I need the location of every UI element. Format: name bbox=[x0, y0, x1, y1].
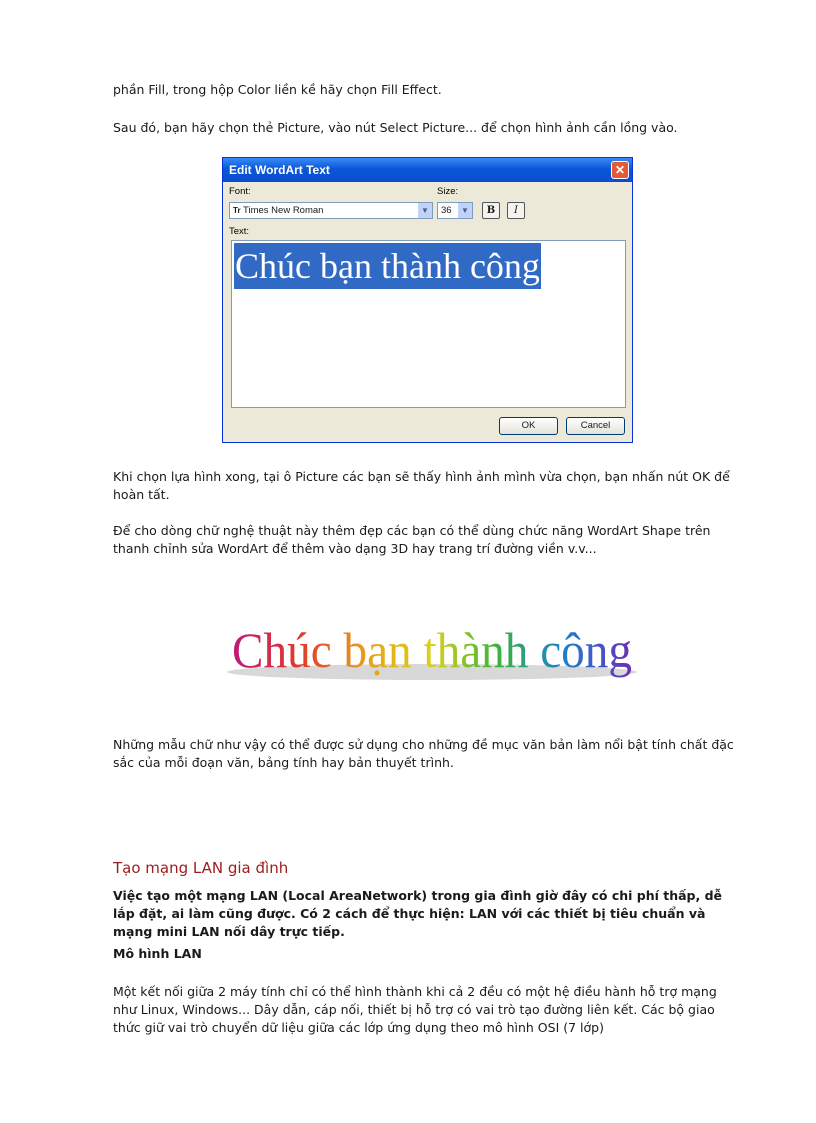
paragraph-fill: phần Fill, trong hộp Color liền kề hãy chọn Fill Effect. bbox=[113, 82, 442, 97]
chevron-down-icon: ▼ bbox=[418, 203, 432, 218]
ok-button[interactable]: OK bbox=[499, 417, 558, 435]
section-heading: Tạo mạng LAN gia đình bbox=[113, 859, 289, 877]
font-value: Times New Roman bbox=[243, 205, 324, 216]
paragraph-usage: Những mẫu chữ như vậy có thể được sử dụng cho những đề mục văn bản làm nổi bật tính chất đặc sắc của mỗi đoạn văn, bảng tính hay bản thuyết trình. bbox=[113, 737, 734, 770]
paragraph-picture: Sau đó, bạn hãy chọn thẻ Picture, vào nút Select Picture... để chọn hình ảnh cần lồng vào. bbox=[113, 120, 678, 135]
close-icon[interactable]: ✕ bbox=[611, 161, 629, 179]
size-select[interactable] bbox=[437, 202, 473, 219]
paragraph-lan-model: Một kết nối giữa 2 máy tính chỉ có thể hình thành khi cả 2 đều có một hệ điều hành hỗ trợ mạng như Linux, Windows... Dây dẫn, cáp nối, thiết bị hỗ trợ có vai trò tạo đường liên kết. Các bộ giao thức giữ vai trò chuyển dữ liệu giữa các lớp ứng dụng theo mô hình OSI (7 lớp) bbox=[113, 984, 717, 1035]
truetype-icon: Tr bbox=[233, 206, 241, 215]
dialog-title-bar bbox=[223, 158, 632, 182]
size-value: 36 bbox=[441, 205, 452, 216]
edit-wordart-dialog bbox=[222, 157, 633, 443]
selected-text: Chúc bạn thành công bbox=[234, 243, 541, 289]
paragraph-done: Khi chọn lựa hình xong, tại ô Picture các bạn sẽ thấy hình ảnh mình vừa chọn, bạn nhấn nút OK để hoàn tất. bbox=[113, 469, 730, 502]
text-label: Text: bbox=[229, 226, 250, 237]
wordart-text-area[interactable] bbox=[231, 240, 626, 408]
chevron-down-icon: ▼ bbox=[458, 203, 472, 218]
wordart-rainbow-image bbox=[222, 612, 642, 692]
bold-button[interactable]: B bbox=[482, 202, 500, 219]
subheading: Mô hình LAN bbox=[113, 946, 202, 961]
cancel-button[interactable]: Cancel bbox=[566, 417, 625, 435]
font-select[interactable] bbox=[229, 202, 433, 219]
dialog-title: Edit WordArt Text bbox=[229, 163, 330, 177]
wordart-text: Chúc bạn thành công bbox=[232, 622, 632, 678]
size-label: Size: bbox=[437, 186, 459, 197]
paragraph-wordart-shape: Để cho dòng chữ nghệ thuật này thêm đẹp các bạn có thể dùng chức năng WordArt Shape trên thanh chỉnh sửa WordArt để thêm vào dạng 3D hay trang trí đường viền v.v... bbox=[113, 523, 711, 556]
font-label: Font: bbox=[229, 186, 251, 197]
italic-button[interactable]: I bbox=[507, 202, 525, 219]
intro-paragraph: Việc tạo một mạng LAN (Local AreaNetwork) trong gia đình giờ đây có chi phí thấp, dễ lắp đặt, ai làm cũng được. Có 2 cách để thực hiện: LAN với các thiết bị tiêu chuẩn và mạng mini LAN nối dây trực tiếp. bbox=[113, 888, 723, 939]
